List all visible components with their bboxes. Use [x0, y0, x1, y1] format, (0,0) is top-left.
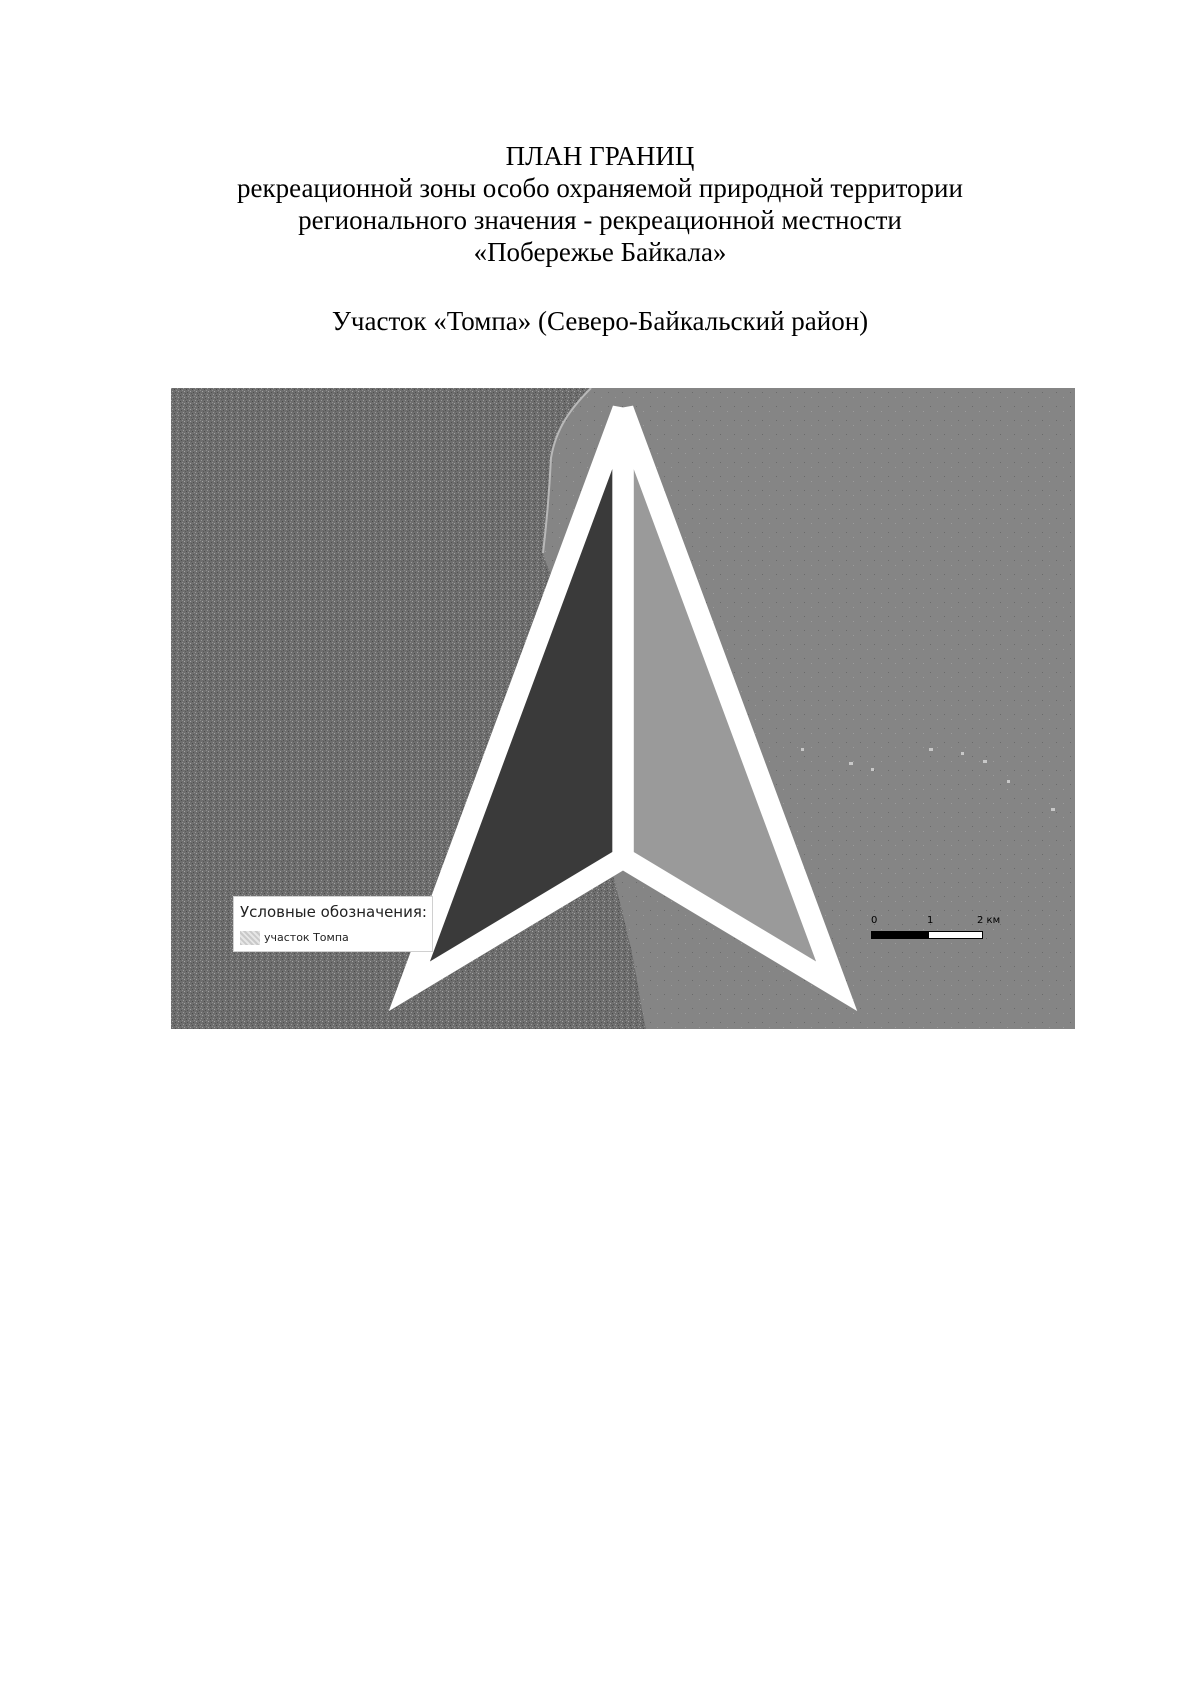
scale-bar — [871, 915, 1001, 945]
scale-segment-black — [871, 931, 929, 939]
legend-title: Условные обозначения: — [240, 903, 427, 921]
site-subtitle: Участок «Томпа» (Северо-Байкальский район) — [331, 306, 869, 336]
scale-label-0: 0 — [871, 915, 878, 926]
scale-label-2: 2 км — [977, 915, 1001, 926]
scale-segment-white — [928, 931, 983, 939]
map-legend — [233, 896, 433, 952]
title-line-1: ПЛАН ГРАНИЦ — [505, 141, 695, 171]
legend-item-label: участок Томпа — [264, 931, 349, 944]
legend-swatch — [240, 931, 260, 945]
scale-label-1: 1 — [927, 915, 934, 926]
map-view[interactable] — [171, 388, 1075, 1029]
title-line-3: регионального значения - рекреационной местности — [298, 205, 902, 235]
title-line-4: «Побережье Байкала» — [473, 237, 727, 267]
title-line-2: рекреационной зоны особо охраняемой природной территории — [237, 173, 963, 203]
document-title — [0, 140, 1200, 268]
